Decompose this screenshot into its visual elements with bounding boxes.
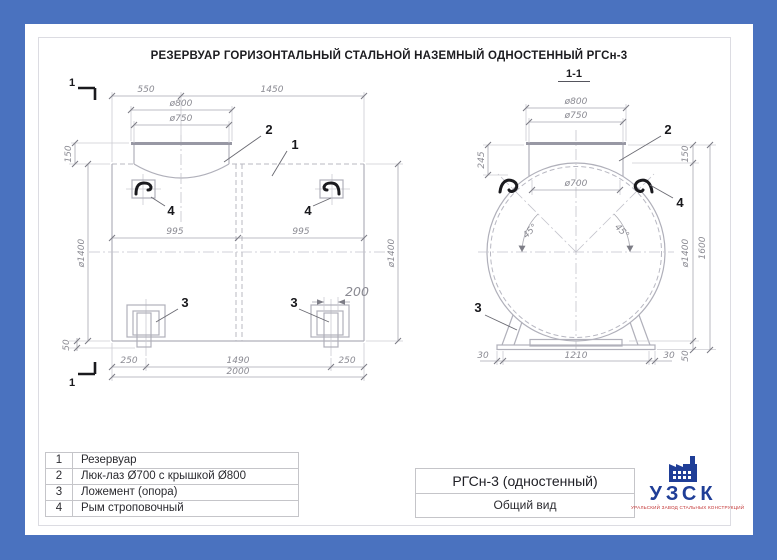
part-name: Ложемент (опора) [81,486,178,498]
sec-dim-30-b: 30 [663,351,675,361]
callout-lug-left: 4 [167,203,175,218]
parts-table-row [46,469,298,485]
drawing-title: РЕЗЕРВУАР ГОРИЗОНТАЛЬНЫЙ СТАЛЬНОЙ НАЗЕМНЫЙ ОДНОСТЕННЫЙ РГСн-3 [150,50,628,62]
sec-dim-45-right: 45° [612,222,631,241]
part-number: 3 [46,485,73,500]
svg-text:1: 1 [68,77,76,89]
factory-icon [663,456,703,483]
part-number: 4 [46,501,73,516]
title-block-model: РГСн-3 (одностенный) [416,469,634,494]
sec-dim-d750: ø750 [564,111,588,121]
section-view [474,97,716,365]
part-number: 1 [46,453,73,468]
saddle-support-left [127,299,165,356]
parts-table-row [46,453,298,469]
dim-d800: ø800 [169,99,193,109]
title-block [415,468,635,518]
sec-dim-30-a: 30 [477,351,489,361]
part-name: Резервуар [81,454,137,466]
sec-dim-d700: ø700 [564,179,588,189]
section-cut-mark-top [69,77,95,100]
sec-dim-45-left: 45° [521,222,540,241]
drawing-sheet [25,24,753,535]
parts-table-row [46,501,298,517]
dim-200: 200 [345,284,369,299]
dim-150: 150 [64,145,74,163]
dim-d1400-right: ø1400 [387,238,397,268]
saddle-support-right [311,299,349,356]
callout-tank: 1 [291,137,299,152]
dim-1450: 1450 [260,85,284,95]
dim-995-a: 995 [166,227,184,237]
sec-dim-1600: 1600 [698,236,708,260]
section-cut-mark-bottom [69,362,95,389]
sec-dim-d800: ø800 [564,97,588,107]
dim-2000: 2000 [226,367,250,377]
callout-support-left: 3 [181,295,189,310]
dim-50: 50 [62,339,72,351]
logo-abbr: УЗСК [649,483,717,505]
dim-d750: ø750 [169,114,193,124]
logo-subtitle: УРАЛЬСКИЙ ЗАВОД СТАЛЬНЫХ КОНСТРУКЦИЙ [631,505,745,510]
sec-callout-support: 3 [474,300,482,315]
section-view-label: 1-1 [558,68,590,82]
sec-dim-245: 245 [477,151,487,169]
sec-dim-d1400: ø1400 [681,238,691,268]
callout-lug-right: 4 [304,203,312,218]
company-logo [631,456,745,510]
dim-1490: 1490 [226,356,250,366]
front-view [62,77,403,389]
parts-table-row [46,485,298,501]
sec-dim-150: 150 [681,145,691,163]
dim-250-a: 250 [120,356,138,366]
sec-callout-lug: 4 [676,195,684,210]
svg-text:1: 1 [68,377,76,389]
title-block-view-name: Общий вид [493,498,557,512]
lifting-lug-right [315,174,350,205]
sec-callout-manhole: 2 [664,122,672,137]
part-name: Люк-лаз Ø700 с крышкой Ø800 [81,470,246,482]
dim-250-b: 250 [338,356,356,366]
sec-dim-1210: 1210 [564,351,588,361]
sec-dim-50: 50 [681,350,691,362]
part-number: 2 [46,469,73,484]
dim-d1400-left: ø1400 [77,238,87,268]
part-name: Рым строповочный [81,502,184,514]
callout-manhole: 2 [265,122,273,137]
dim-995-b: 995 [292,227,310,237]
lifting-lug-section-left [500,180,517,192]
dim-550: 550 [137,85,155,95]
parts-table [45,452,299,517]
callout-support-right: 3 [290,295,298,310]
lifting-lug-section-right [635,180,652,192]
